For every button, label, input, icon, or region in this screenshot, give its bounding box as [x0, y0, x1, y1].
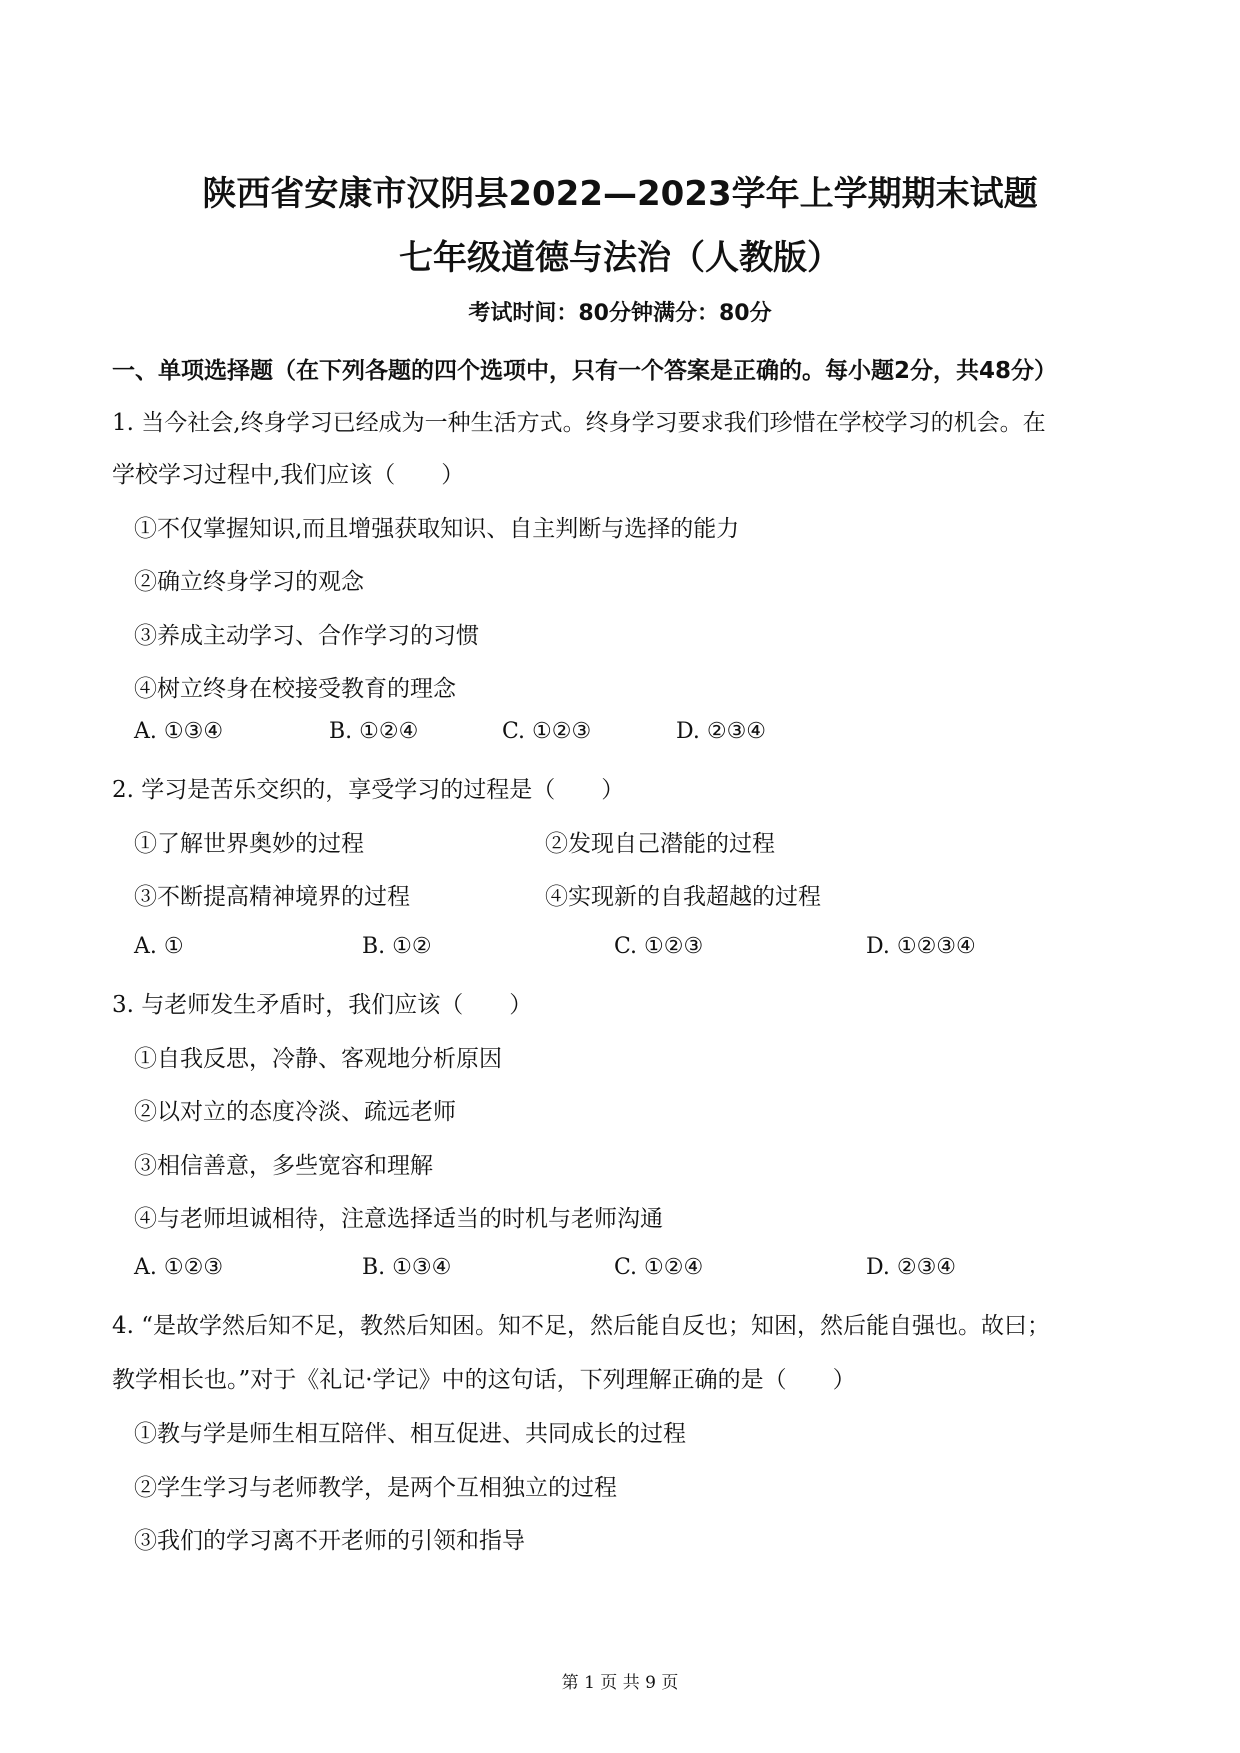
- q4-item-2: ②学生学习与老师教学，是两个互相独立的过程: [134, 1475, 617, 1501]
- section-heading: 一、单项选择题（在下列各题的四个选项中，只有一个答案是正确的。每小题2分，共48分）: [112, 358, 1058, 384]
- q3-item-2: ②以对立的态度冷淡、疏远老师: [134, 1099, 456, 1125]
- q4-item-1: ①教与学是师生相互陪伴、相互促进、共同成长的过程: [134, 1421, 686, 1447]
- q1-item-2: ②确立终身学习的观念: [134, 569, 364, 595]
- q2-option-b: B. ①②: [362, 934, 432, 959]
- q2-item-4: ④实现新的自我超越的过程: [545, 884, 821, 910]
- exam-title: 陕西省安康市汉阴县2022—2023学年上学期期末试题: [202, 174, 1038, 214]
- q3-option-b: B. ①③④: [362, 1255, 452, 1280]
- q2-option-c: C. ①②③: [614, 934, 704, 959]
- exam-info: 考试时间：80分钟满分：80分: [468, 301, 772, 326]
- q1-item-3: ③养成主动学习、合作学习的习惯: [134, 623, 479, 649]
- q4-stem-line2: 教学相长也。”对于《礼记·学记》中的这句话，下列理解正确的是（ ）: [112, 1367, 856, 1393]
- q1-stem-line1: 1. 当今社会,终身学习已经成为一种生活方式。终身学习要求我们珍惜在学校学习的机会。在: [112, 410, 1046, 436]
- q1-option-b: B. ①②④: [329, 719, 419, 744]
- q4-stem-line1: 4. “是故学然后知不足，教然后知困。知不足，然后能自反也；知困，然后能自强也。故曰；: [112, 1313, 1051, 1339]
- q1-option-c: C. ①②③: [502, 719, 592, 744]
- q2-option-d: D. ①②③④: [866, 934, 976, 959]
- q2-stem: 2. 学习是苦乐交织的，享受学习的过程是（ ）: [112, 777, 625, 803]
- q3-item-3: ③相信善意，多些宽容和理解: [134, 1153, 433, 1179]
- q3-item-1: ①自我反思，冷静、客观地分析原因: [134, 1046, 502, 1072]
- q3-item-4: ④与老师坦诚相待，注意选择适当的时机与老师沟通: [134, 1206, 663, 1232]
- q3-stem: 3. 与老师发生矛盾时，我们应该（ ）: [112, 992, 533, 1018]
- q1-option-a: A. ①③④: [134, 719, 224, 744]
- q1-item-1: ①不仅掌握知识,而且增强获取知识、自主判断与选择的能力: [134, 516, 740, 542]
- q3-option-c: C. ①②④: [614, 1255, 704, 1280]
- exam-subtitle: 七年级道德与法治（人教版）: [399, 238, 841, 278]
- q2-item-1: ①了解世界奥妙的过程: [134, 831, 364, 857]
- q1-item-4: ④树立终身在校接受教育的理念: [134, 676, 456, 702]
- q2-option-a: A. ①: [134, 934, 184, 959]
- q1-stem-line2: 学校学习过程中,我们应该（ ）: [112, 462, 465, 488]
- q4-item-3: ③我们的学习离不开老师的引领和指导: [134, 1528, 525, 1554]
- page-number: 第 1 页 共 9 页: [561, 1673, 679, 1693]
- q3-option-d: D. ②③④: [866, 1255, 957, 1280]
- q3-option-a: A. ①②③: [134, 1255, 224, 1280]
- q1-option-d: D. ②③④: [676, 719, 767, 744]
- q2-item-2: ②发现自己潜能的过程: [545, 831, 775, 857]
- q2-item-3: ③不断提高精神境界的过程: [134, 884, 410, 910]
